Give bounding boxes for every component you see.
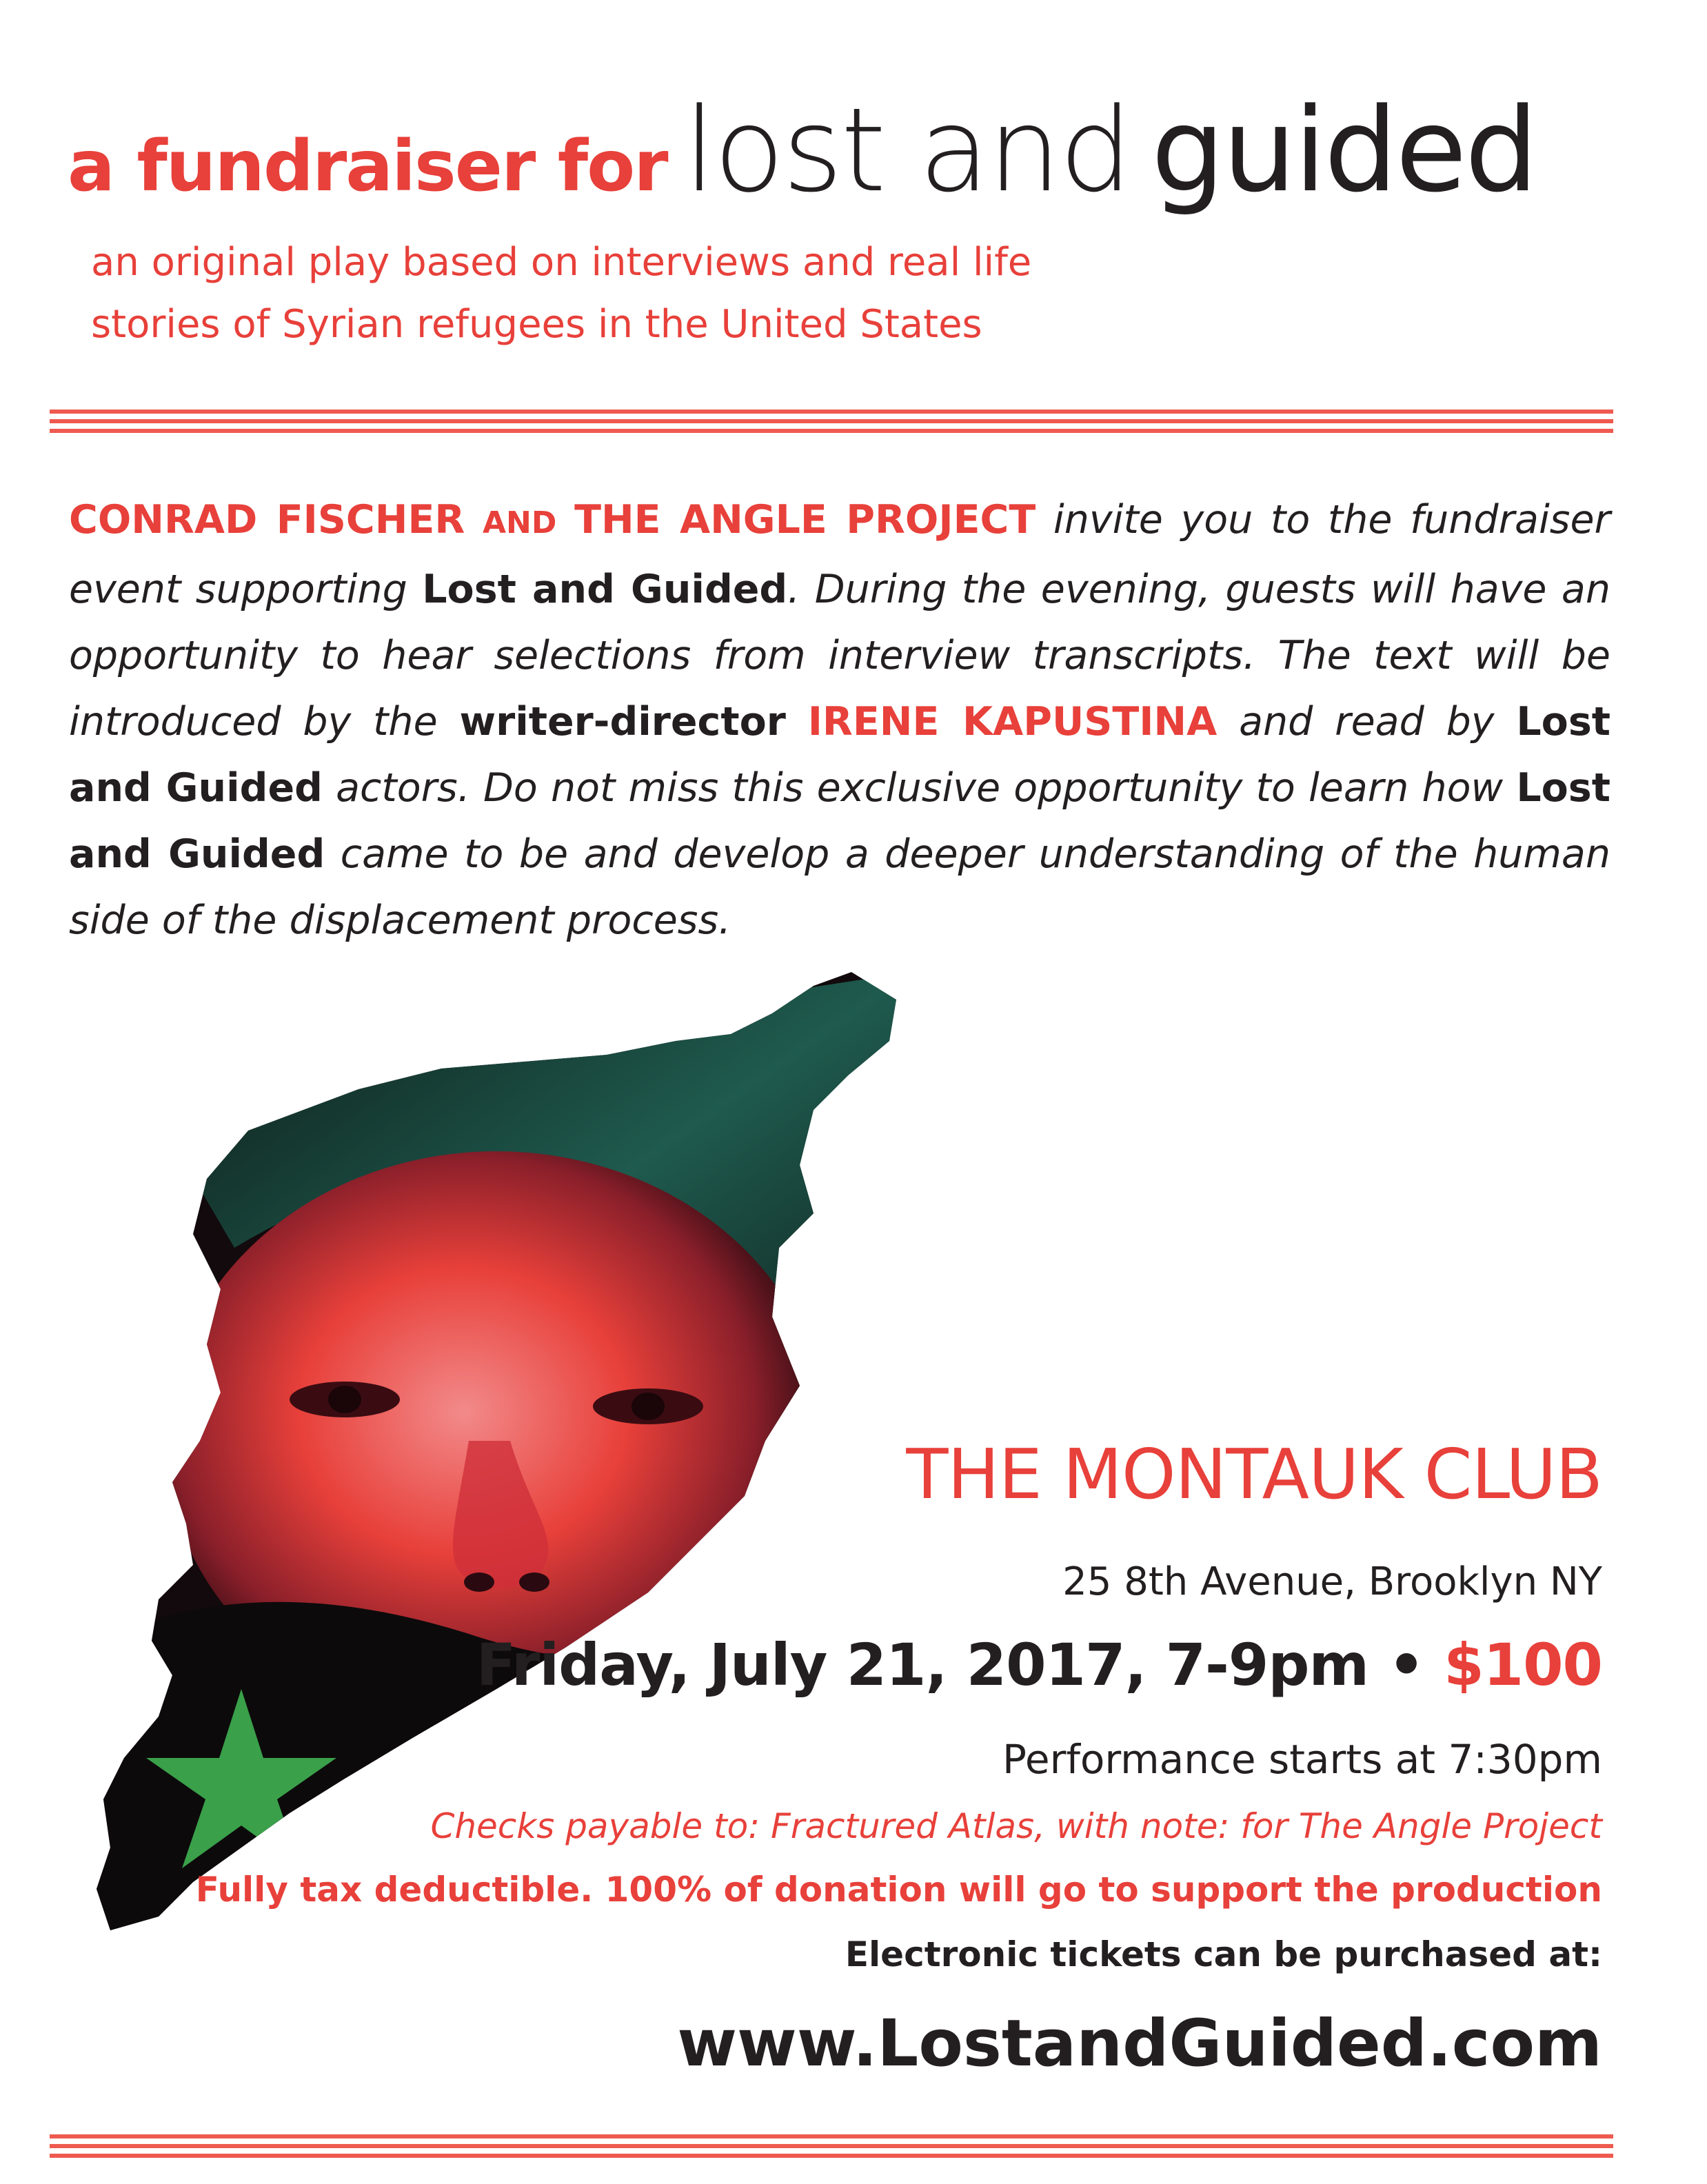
divider-bottom-3 (50, 2154, 1613, 2158)
divider-bottom-2 (50, 2144, 1613, 2148)
divider-top-2 (50, 419, 1613, 423)
title-prefix: a fundraiser for (68, 125, 667, 208)
text-segment-5: came to be and develop a deeper understanding of the human side of the displacement process. (69, 831, 1610, 943)
director-name: IRENE KAPUSTINA (807, 699, 1218, 745)
tickets-note: Electronic tickets can be purchased at: (845, 1934, 1602, 1974)
ticket-price: $100 (1444, 1631, 1602, 1699)
subtitle-line-2: stories of Syrian refugees in the United States (91, 302, 982, 347)
performance-time: Performance starts at 7:30pm (1002, 1736, 1602, 1783)
syria-shape-group (83, 958, 951, 2096)
invitation-paragraph (69, 487, 1610, 953)
play-name-3: Lost and Guided (69, 765, 1610, 877)
title-play-regular: guided (1151, 83, 1537, 218)
host-org-1: CONRAD FISCHER (69, 497, 465, 543)
director-role: writer-director (459, 699, 786, 745)
venue-address: 25 8th Avenue, Brooklyn NY (1062, 1559, 1602, 1604)
subtitle (91, 232, 1263, 356)
play-name-2: Lost and Guided (69, 699, 1611, 811)
text-segment-3: and read by (1217, 699, 1517, 745)
event-date: Friday, July 21, 2017, 7-9pm • (476, 1631, 1444, 1699)
text-segment-1: invite you to the fundraiser event supporting (69, 497, 1610, 612)
divider-top-1 (50, 410, 1613, 414)
play-name-1: Lost and Guided (422, 567, 788, 612)
syria-map-portrait-image (83, 958, 951, 2096)
divider-top-3 (50, 429, 1613, 433)
text-segment-2: . During the evening, guests will have an opportunity to hear selections from interview transcripts. The text will be introduced by the (69, 567, 1610, 745)
page-title (68, 83, 1536, 218)
tax-note: Fully tax deductible. 100% of donation will go to support the production (195, 1870, 1602, 1910)
host-org-2: THE ANGLE PROJECT (574, 497, 1036, 543)
website-link[interactable]: www.LostandGuided.com (677, 2006, 1602, 2081)
checks-note: Checks payable to: Fractured Atlas, with note: for The Angle Project (430, 1806, 1602, 1846)
venue-name: THE MONTAUK CLUB (906, 1434, 1602, 1515)
divider-bottom-1 (50, 2134, 1613, 2138)
subtitle-line-1: an original play based on interviews and real life (91, 240, 1032, 285)
text-segment-4: actors. Do not miss this exclusive opportunity to learn how (322, 765, 1517, 811)
event-date-price (476, 1631, 1602, 1699)
and-connector: AND (482, 505, 557, 540)
title-play-light: lost and (683, 83, 1131, 218)
